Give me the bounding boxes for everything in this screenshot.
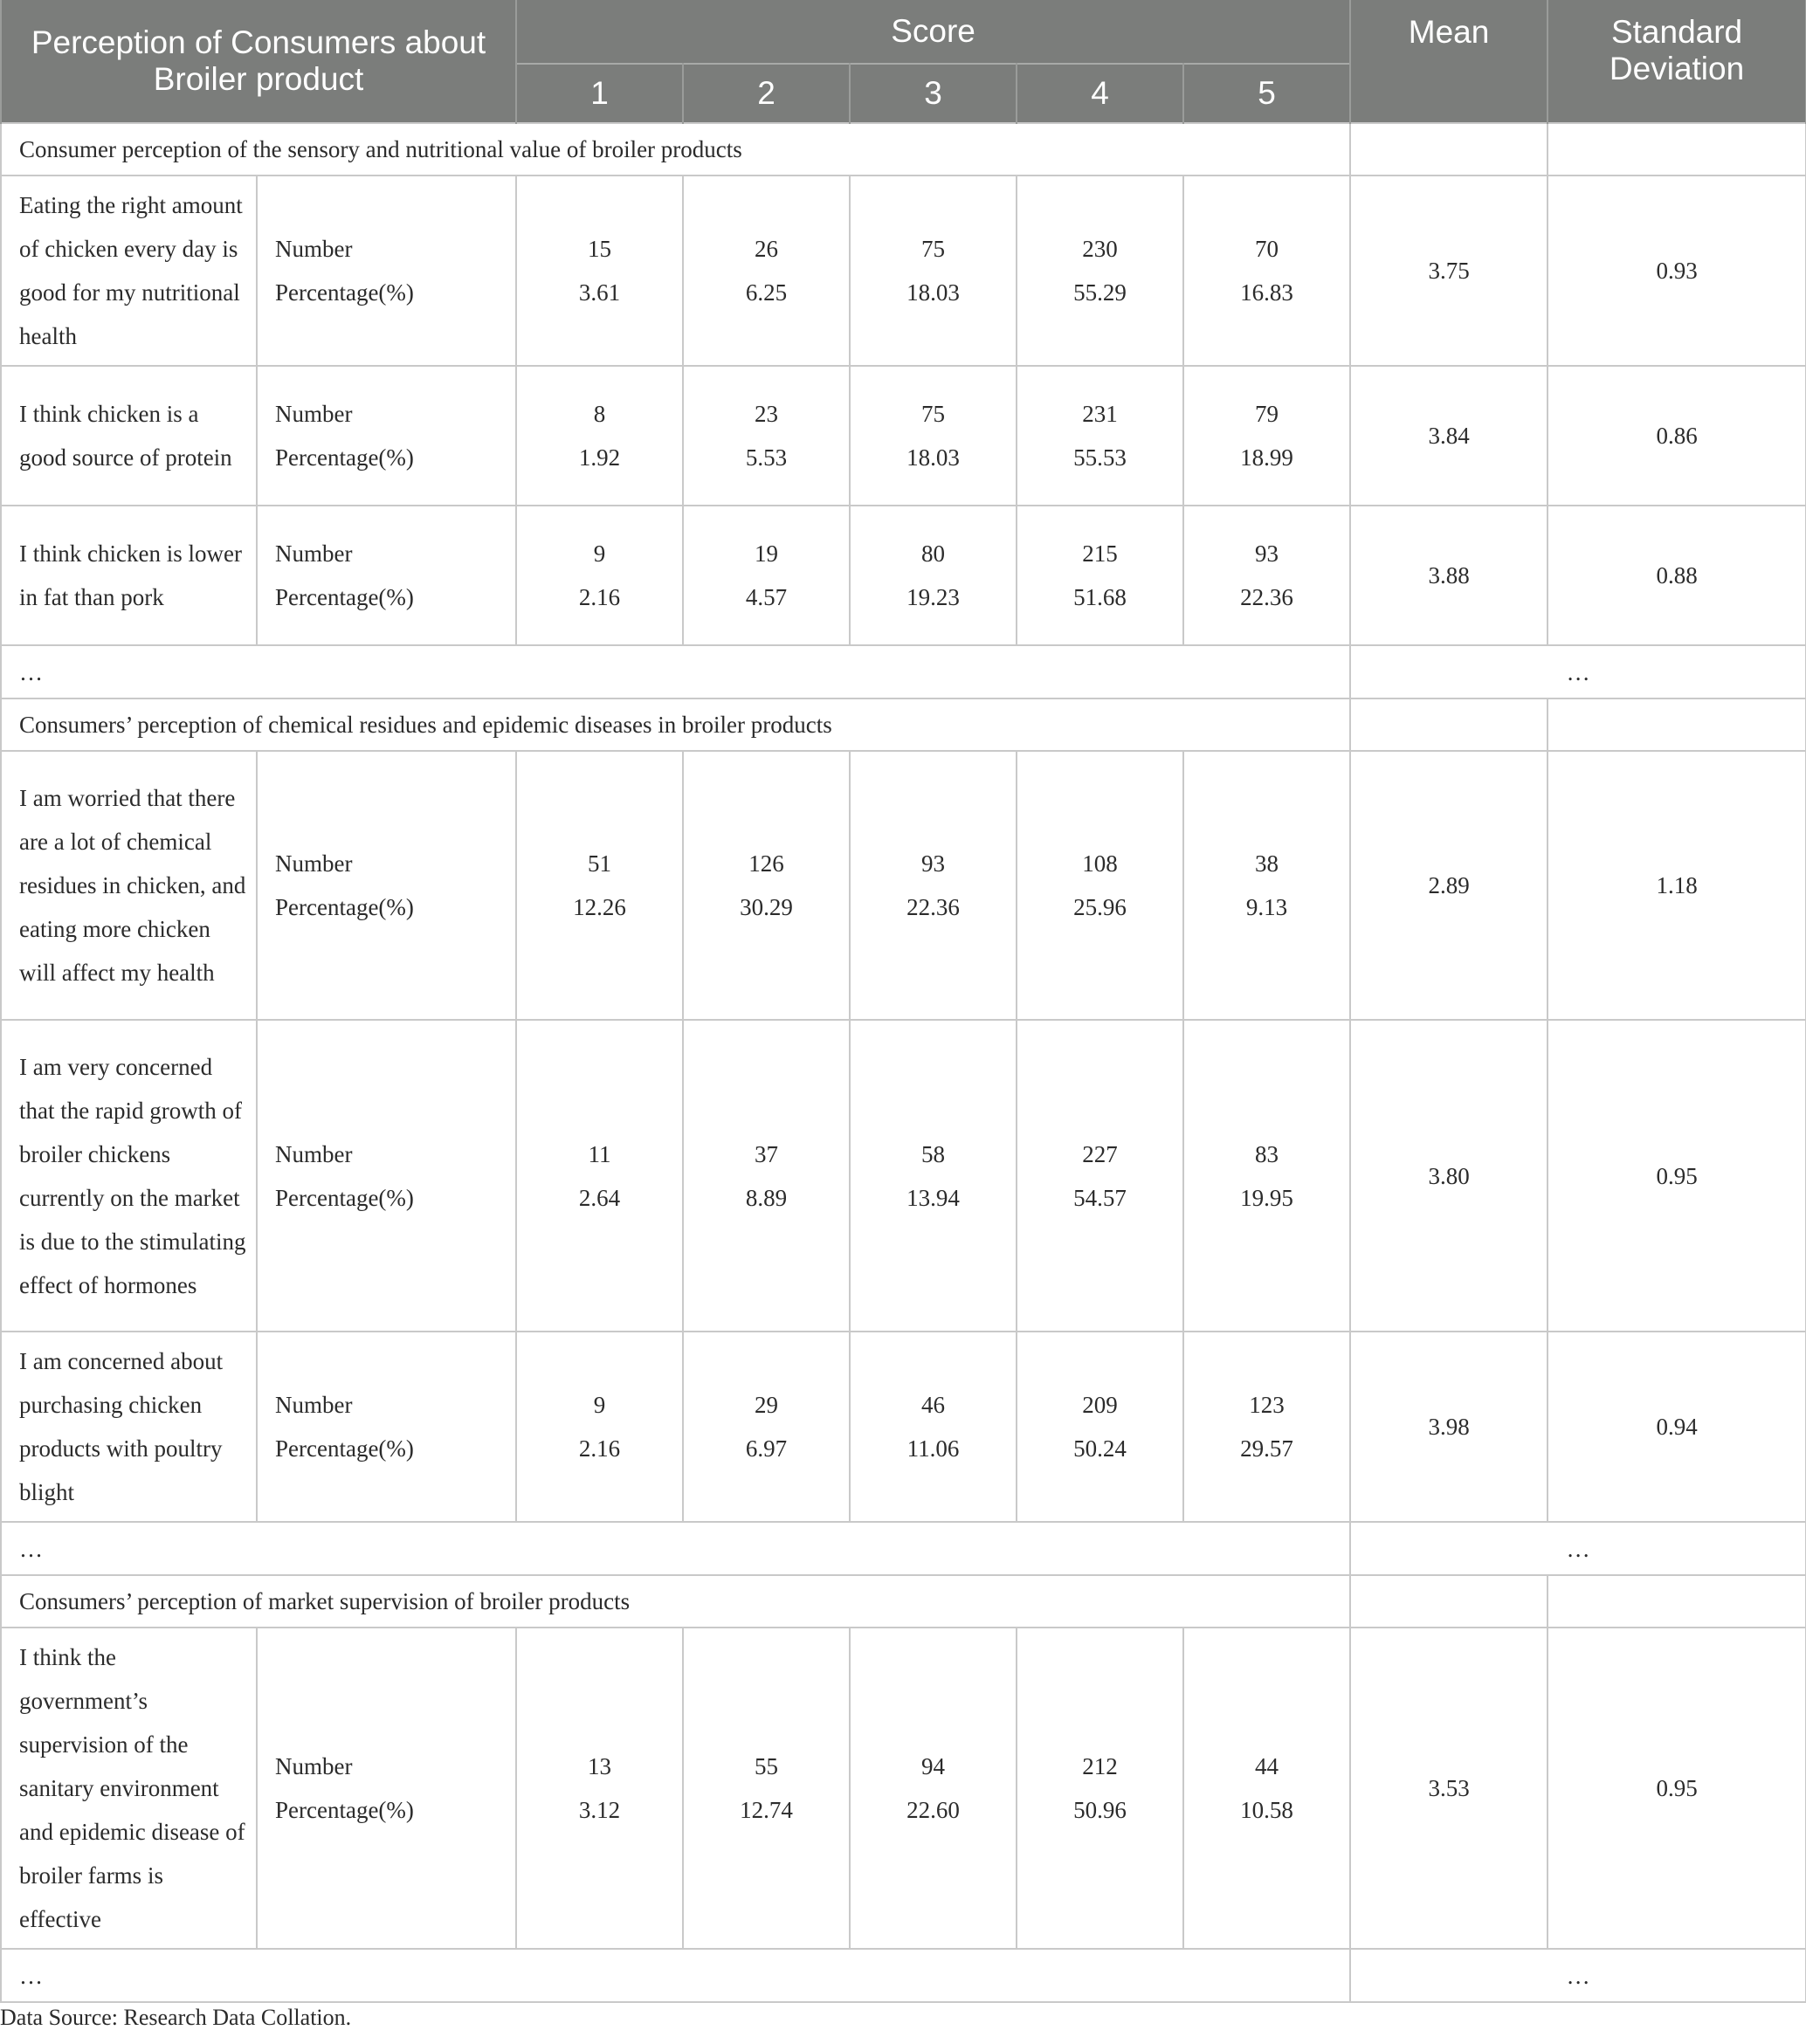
percentage-value: 6.97 xyxy=(745,1435,788,1462)
empty-cell xyxy=(1350,1575,1548,1628)
item-statement: Eating the right amount of chicken every day is good for my nutritional health xyxy=(1,175,257,366)
count-value: 75 xyxy=(921,236,945,262)
table-row xyxy=(1,1020,1806,1332)
count-value: 9 xyxy=(593,540,606,567)
sd-value: 0.93 xyxy=(1548,175,1806,366)
mean-value: 3.84 xyxy=(1350,366,1548,506)
count-value: 123 xyxy=(1249,1392,1285,1418)
score-3-cell xyxy=(850,1332,1017,1522)
table-body xyxy=(1,123,1806,2002)
count-value: 108 xyxy=(1082,850,1118,877)
header-score-1: 1 xyxy=(516,64,683,123)
count-value: 15 xyxy=(588,236,611,262)
percentage-value: 2.16 xyxy=(578,1435,621,1462)
item-statement: I am concerned about purchasing chicken products with poultry blight xyxy=(1,1332,257,1522)
percentage-value: 9.13 xyxy=(1245,894,1288,920)
score-3-cell xyxy=(850,366,1017,506)
score-5-cell xyxy=(1183,1628,1350,1949)
percentage-value: 12.74 xyxy=(740,1797,793,1823)
count-value: 231 xyxy=(1082,401,1118,427)
count-value: 9 xyxy=(593,1392,606,1418)
count-value: 29 xyxy=(755,1392,778,1418)
percentage-value: 3.61 xyxy=(578,279,621,306)
percentage-value: 6.25 xyxy=(745,279,788,306)
score-2-cell xyxy=(683,1332,850,1522)
data-source-note: Data Source: Research Data Collation. xyxy=(0,2005,352,2030)
count-value: 26 xyxy=(755,236,778,262)
percentage-value: 2.16 xyxy=(578,584,621,610)
percentage-value: 12.26 xyxy=(573,894,626,920)
section-title-row xyxy=(1,123,1806,175)
ellipsis-row xyxy=(1,645,1806,699)
header-score-5: 5 xyxy=(1183,64,1350,123)
sd-value: 0.95 xyxy=(1548,1020,1806,1332)
number-label: Number xyxy=(275,1753,353,1779)
count-value: 38 xyxy=(1255,850,1279,877)
empty-cell xyxy=(1548,1575,1806,1628)
percentage-value: 13.94 xyxy=(906,1184,960,1211)
number-label: Number xyxy=(275,850,353,877)
count-value: 55 xyxy=(755,1753,778,1779)
percentage-value: 19.23 xyxy=(906,584,960,610)
ellipsis-right: … xyxy=(1350,1522,1806,1575)
count-value: 209 xyxy=(1082,1392,1118,1418)
row-labels xyxy=(257,1628,516,1949)
score-2-cell xyxy=(683,1628,850,1949)
section-title: Consumers’ perception of chemical residues and epidemic diseases in broiler products xyxy=(1,699,1350,751)
score-2-cell xyxy=(683,751,850,1020)
score-4-cell xyxy=(1017,366,1183,506)
score-1-cell xyxy=(516,1628,683,1949)
percentage-value: 51.68 xyxy=(1073,584,1127,610)
section-title-row xyxy=(1,1575,1806,1628)
score-1-cell xyxy=(516,1020,683,1332)
empty-cell xyxy=(1350,123,1548,175)
ellipsis-right: … xyxy=(1350,1949,1806,2002)
item-statement: I think chicken is a good source of protein xyxy=(1,366,257,506)
percentage-label: Percentage(%) xyxy=(275,894,414,920)
score-3-cell xyxy=(850,506,1017,645)
count-value: 227 xyxy=(1082,1140,1118,1167)
percentage-value: 22.60 xyxy=(906,1797,960,1823)
row-labels xyxy=(257,175,516,366)
percentage-value: 1.92 xyxy=(578,444,621,471)
table-row xyxy=(1,1628,1806,1949)
percentage-value: 4.57 xyxy=(745,584,788,610)
count-value: 230 xyxy=(1082,236,1118,262)
count-value: 23 xyxy=(755,401,778,427)
score-4-cell xyxy=(1017,1332,1183,1522)
section-title: Consumers’ perception of market supervision of broiler products xyxy=(1,1575,1350,1628)
row-labels xyxy=(257,1020,516,1332)
count-value: 79 xyxy=(1255,401,1279,427)
table-row xyxy=(1,751,1806,1020)
item-statement: I think the government’s supervision of the sanitary environment and epidemic disease of broiler farms is effective xyxy=(1,1628,257,1949)
percentage-label: Percentage(%) xyxy=(275,1184,414,1211)
ellipsis-row xyxy=(1,1522,1806,1575)
percentage-value: 30.29 xyxy=(740,894,793,920)
empty-cell xyxy=(1350,699,1548,751)
count-value: 58 xyxy=(921,1140,945,1167)
count-value: 8 xyxy=(593,401,606,427)
percentage-value: 55.53 xyxy=(1073,444,1127,471)
score-2-cell xyxy=(683,175,850,366)
count-value: 70 xyxy=(1255,236,1279,262)
score-5-cell xyxy=(1183,506,1350,645)
section-title: Consumer perception of the sensory and nutritional value of broiler products xyxy=(1,123,1350,175)
score-3-cell xyxy=(850,175,1017,366)
percentage-value: 29.57 xyxy=(1240,1435,1293,1462)
score-5-cell xyxy=(1183,751,1350,1020)
score-1-cell xyxy=(516,175,683,366)
ellipsis-left: … xyxy=(1,1522,1350,1575)
score-4-cell xyxy=(1017,1628,1183,1949)
item-statement: I am very concerned that the rapid growth of broiler chickens currently on the market is due to the stimulating effect of hormones xyxy=(1,1020,257,1332)
count-value: 93 xyxy=(921,850,945,877)
header-perception: Perception of Consumers about Broiler product xyxy=(1,0,516,123)
count-value: 93 xyxy=(1255,540,1279,567)
item-statement: I think chicken is lower in fat than pork xyxy=(1,506,257,645)
percentage-label: Percentage(%) xyxy=(275,279,414,306)
percentage-value: 11.06 xyxy=(906,1435,960,1462)
number-label: Number xyxy=(275,1140,353,1167)
count-value: 215 xyxy=(1082,540,1118,567)
percentage-value: 5.53 xyxy=(745,444,788,471)
count-value: 37 xyxy=(755,1140,778,1167)
table-row xyxy=(1,366,1806,506)
row-labels xyxy=(257,506,516,645)
ellipsis-left: … xyxy=(1,645,1350,699)
mean-value: 3.75 xyxy=(1350,175,1548,366)
header-mean: Mean xyxy=(1350,0,1548,123)
percentage-value: 3.12 xyxy=(578,1797,621,1823)
header-score-3: 3 xyxy=(850,64,1017,123)
score-2-cell xyxy=(683,1020,850,1332)
number-label: Number xyxy=(275,1392,353,1418)
mean-value: 3.98 xyxy=(1350,1332,1548,1522)
count-value: 212 xyxy=(1082,1753,1118,1779)
count-value: 75 xyxy=(921,401,945,427)
score-3-cell xyxy=(850,751,1017,1020)
mean-value: 2.89 xyxy=(1350,751,1548,1020)
score-1-cell xyxy=(516,506,683,645)
count-value: 126 xyxy=(748,850,784,877)
percentage-value: 50.24 xyxy=(1073,1435,1127,1462)
score-1-cell xyxy=(516,751,683,1020)
count-value: 80 xyxy=(921,540,945,567)
score-3-cell xyxy=(850,1020,1017,1332)
score-1-cell xyxy=(516,1332,683,1522)
score-5-cell xyxy=(1183,175,1350,366)
percentage-label: Percentage(%) xyxy=(275,584,414,610)
percentage-value: 16.83 xyxy=(1240,279,1293,306)
count-value: 44 xyxy=(1255,1753,1279,1779)
percentage-value: 50.96 xyxy=(1073,1797,1127,1823)
count-value: 19 xyxy=(755,540,778,567)
score-4-cell xyxy=(1017,751,1183,1020)
sd-value: 0.86 xyxy=(1548,366,1806,506)
sd-value: 0.95 xyxy=(1548,1628,1806,1949)
header-standard-deviation: Standard Deviation xyxy=(1548,0,1806,123)
score-5-cell xyxy=(1183,1020,1350,1332)
section-title-row xyxy=(1,699,1806,751)
empty-cell xyxy=(1548,123,1806,175)
percentage-value: 22.36 xyxy=(1240,584,1293,610)
count-value: 94 xyxy=(921,1753,945,1779)
percentage-value: 18.03 xyxy=(906,279,960,306)
percentage-value: 18.03 xyxy=(906,444,960,471)
sd-value: 0.94 xyxy=(1548,1332,1806,1522)
percentage-value: 2.64 xyxy=(578,1184,621,1211)
score-4-cell xyxy=(1017,506,1183,645)
score-2-cell xyxy=(683,506,850,645)
number-label: Number xyxy=(275,236,353,262)
ellipsis-right: … xyxy=(1350,645,1806,699)
count-value: 11 xyxy=(588,1140,611,1167)
mean-value: 3.53 xyxy=(1350,1628,1548,1949)
score-3-cell xyxy=(850,1628,1017,1949)
row-labels xyxy=(257,366,516,506)
mean-value: 3.80 xyxy=(1350,1020,1548,1332)
percentage-value: 19.95 xyxy=(1240,1184,1293,1211)
ellipsis-left: … xyxy=(1,1949,1350,2002)
percentage-value: 8.89 xyxy=(745,1184,788,1211)
number-label: Number xyxy=(275,401,353,427)
table-row xyxy=(1,506,1806,645)
score-1-cell xyxy=(516,366,683,506)
count-value: 46 xyxy=(921,1392,945,1418)
percentage-value: 55.29 xyxy=(1073,279,1127,306)
row-labels xyxy=(257,1332,516,1522)
ellipsis-row xyxy=(1,1949,1806,2002)
score-4-cell xyxy=(1017,1020,1183,1332)
percentage-value: 54.57 xyxy=(1073,1184,1127,1211)
score-4-cell xyxy=(1017,175,1183,366)
item-statement: I am worried that there are a lot of chemical residues in chicken, and eating more chicken will affect my health xyxy=(1,751,257,1020)
percentage-value: 18.99 xyxy=(1240,444,1293,471)
sd-value: 1.18 xyxy=(1548,751,1806,1020)
header-score: Score xyxy=(516,0,1350,64)
percentage-value: 10.58 xyxy=(1240,1797,1293,1823)
header-score-4: 4 xyxy=(1017,64,1183,123)
percentage-label: Percentage(%) xyxy=(275,1435,414,1462)
row-labels xyxy=(257,751,516,1020)
percentage-value: 22.36 xyxy=(906,894,960,920)
score-2-cell xyxy=(683,366,850,506)
mean-value: 3.88 xyxy=(1350,506,1548,645)
number-label: Number xyxy=(275,540,353,567)
score-5-cell xyxy=(1183,1332,1350,1522)
percentage-label: Percentage(%) xyxy=(275,444,414,471)
count-value: 83 xyxy=(1255,1140,1279,1167)
percentage-label: Percentage(%) xyxy=(275,1797,414,1823)
table-row xyxy=(1,175,1806,366)
empty-cell xyxy=(1548,699,1806,751)
table-row xyxy=(1,1332,1806,1522)
score-5-cell xyxy=(1183,366,1350,506)
header-score-2: 2 xyxy=(683,64,850,123)
percentage-value: 25.96 xyxy=(1073,894,1127,920)
count-value: 13 xyxy=(588,1753,611,1779)
count-value: 51 xyxy=(588,850,611,877)
sd-value: 0.88 xyxy=(1548,506,1806,645)
